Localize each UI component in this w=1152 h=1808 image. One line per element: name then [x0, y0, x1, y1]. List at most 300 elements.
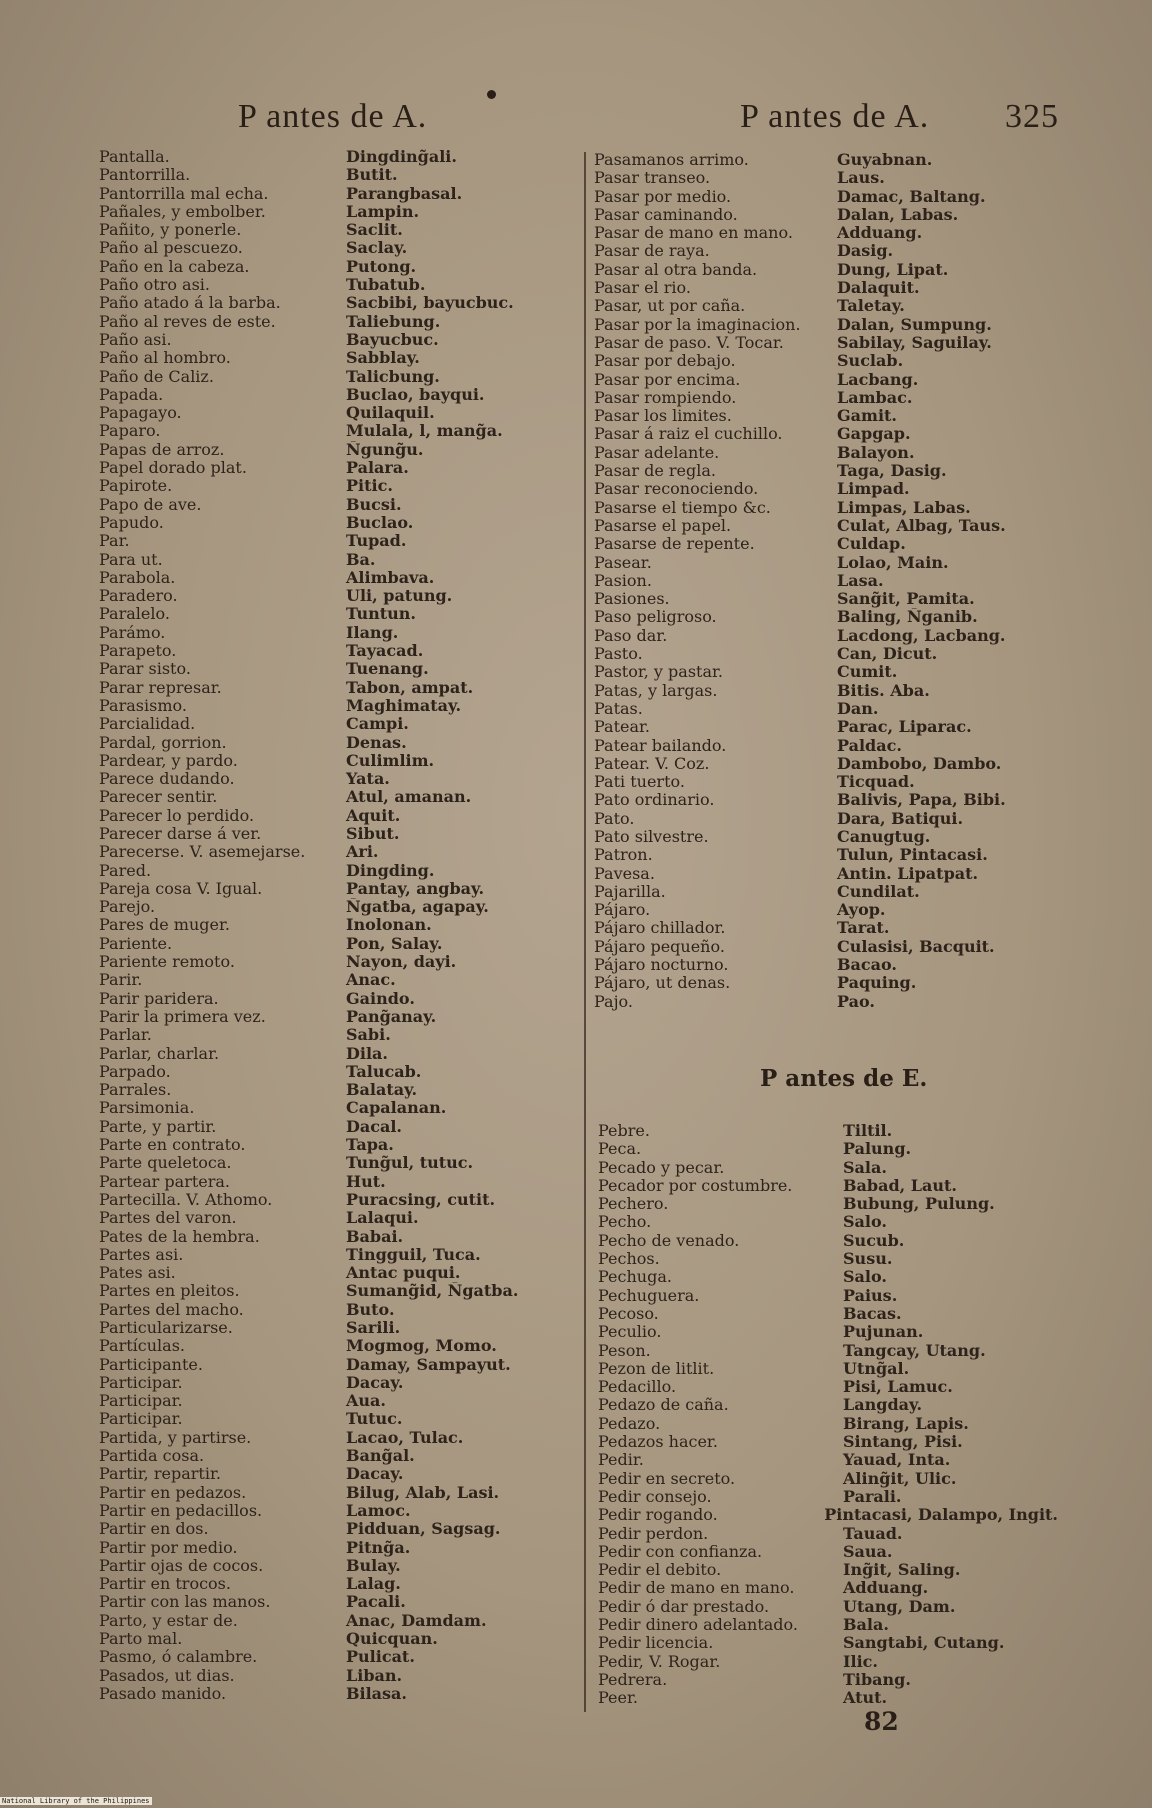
tagalog-translation: Guyabnan.	[837, 151, 933, 169]
spanish-term: Pantalla.	[99, 148, 170, 166]
tagalog-translation: Lalag.	[346, 1575, 401, 1594]
tagalog-translation: Pacali.	[346, 1593, 406, 1612]
tagalog-translation: Sarili.	[346, 1319, 401, 1337]
dictionary-entry	[99, 1575, 539, 1593]
spanish-term: Pebre.	[598, 1122, 650, 1140]
dictionary-entry	[99, 239, 539, 257]
tagalog-translation: Babad, Laut.	[843, 1176, 957, 1195]
tagalog-translation: Paldac.	[837, 736, 902, 755]
spanish-term: Pariente remoto.	[99, 953, 235, 972]
tagalog-translation: Culat, Albag, Taus.	[837, 516, 1006, 535]
spanish-term: Pasar caminando.	[594, 205, 738, 224]
dictionary-entry	[598, 1342, 1058, 1360]
spanish-term: Pájaro pequeño.	[594, 937, 725, 956]
spanish-term: Pechuga.	[598, 1268, 672, 1287]
tagalog-translation: Cumit.	[837, 663, 898, 682]
dictionary-entry	[99, 1209, 539, 1227]
tagalog-translation: Ba.	[346, 550, 376, 569]
tagalog-translation: Lacdong, Lacbang.	[837, 626, 1006, 645]
tagalog-translation: Parac, Liparac.	[837, 718, 972, 737]
dictionary-entry	[594, 755, 1054, 773]
dictionary-entry	[598, 1250, 1058, 1268]
spanish-term: Pasar de mano en mano.	[594, 224, 793, 243]
spanish-term: Partir en trocos.	[99, 1575, 231, 1594]
spanish-term: Pasarse el papel.	[594, 516, 732, 535]
dictionary-entry	[598, 1140, 1058, 1158]
dictionary-entry	[598, 1470, 1058, 1488]
dictionary-entry	[99, 697, 539, 715]
dictionary-entry	[594, 956, 1054, 974]
tagalog-translation: Dung, Lipat.	[837, 260, 949, 279]
dictionary-entry	[99, 1520, 539, 1538]
dictionary-entry	[99, 1392, 539, 1410]
dictionary-entry	[99, 294, 539, 312]
tagalog-translation: Bang̃al.	[346, 1447, 415, 1466]
tagalog-translation: Laus.	[837, 169, 885, 188]
dictionary-entry	[594, 645, 1054, 663]
spanish-term: Partes en pleitos.	[99, 1282, 240, 1301]
spanish-term: Parapeto.	[99, 642, 177, 661]
tagalog-translation: Butit.	[346, 166, 398, 185]
dictionary-entry	[594, 444, 1054, 462]
spanish-term: Paradero.	[99, 587, 178, 606]
spanish-term: Pezon de litlit.	[598, 1359, 715, 1378]
dictionary-entry	[99, 148, 539, 166]
tagalog-translation: Bucsi.	[346, 495, 402, 514]
spanish-term: Pasar de paso. V. Tocar.	[594, 333, 784, 352]
spanish-term: Patear bailando.	[594, 736, 727, 755]
dictionary-entry	[594, 773, 1054, 791]
spanish-term: Partir en dos.	[99, 1520, 209, 1539]
tagalog-translation: Dalaquit.	[837, 279, 920, 298]
dictionary-entry	[99, 1447, 539, 1465]
tagalog-translation: Lasa.	[837, 571, 884, 590]
tagalog-translation: Lamoc.	[346, 1501, 411, 1520]
dictionary-entry	[594, 206, 1054, 224]
tagalog-translation: Buclao, bayqui.	[346, 385, 485, 404]
tagalog-translation: Gapgap.	[837, 425, 911, 444]
spanish-term: Parecer sentir.	[99, 788, 218, 807]
tagalog-translation: Bubung, Pulung.	[843, 1195, 995, 1214]
dictionary-entry	[99, 862, 539, 880]
spanish-term: Pedir perdon.	[598, 1524, 709, 1543]
tagalog-translation: Utng̃al.	[843, 1359, 910, 1378]
spanish-term: Pajarilla.	[594, 882, 666, 901]
spanish-term: Participar.	[99, 1373, 183, 1392]
tagalog-translation: Cundilat.	[837, 882, 920, 901]
spanish-term: Pares de muger.	[99, 916, 230, 935]
dictionary-entry	[99, 1154, 539, 1172]
spanish-term: Parar represar.	[99, 678, 222, 697]
dictionary-entry	[594, 389, 1054, 407]
library-footer: National Library of the Philippines	[2, 1797, 150, 1805]
tagalog-translation: Dalan, Sumpung.	[837, 315, 992, 334]
dictionary-entry	[598, 1653, 1058, 1671]
spanish-term: Pájaro.	[594, 901, 651, 920]
tagalog-translation: Atut.	[843, 1689, 888, 1708]
tagalog-translation: Aua.	[346, 1392, 386, 1411]
dictionary-entry	[594, 865, 1054, 883]
tagalog-translation: Babai.	[346, 1227, 404, 1246]
spanish-term: Pedir con confianza.	[598, 1542, 763, 1561]
dictionary-entry	[99, 349, 539, 367]
tagalog-translation: Baling, N̄ganib.	[837, 608, 978, 627]
tagalog-translation: Lacao, Tulac.	[346, 1428, 464, 1447]
tagalog-translation: Inolonan.	[346, 916, 432, 935]
dictionary-entry	[99, 221, 539, 239]
tagalog-translation: Pao.	[837, 992, 875, 1011]
signature-mark: 82	[864, 1707, 899, 1736]
dictionary-entry	[594, 938, 1054, 956]
dictionary-entry	[594, 828, 1054, 846]
spanish-term: Particularizarse.	[99, 1319, 233, 1337]
spanish-term: Pasmo, ó calambre.	[99, 1648, 258, 1667]
tagalog-translation: Tung̃ul, tutuc.	[346, 1154, 474, 1173]
tagalog-translation: Buto.	[346, 1300, 395, 1319]
dictionary-entry	[99, 1356, 539, 1374]
dictionary-entry	[598, 1213, 1058, 1231]
tagalog-translation: Buclao.	[346, 513, 414, 532]
tagalog-translation: Bala.	[843, 1616, 889, 1635]
dictionary-entry	[594, 425, 1054, 443]
dictionary-entry	[598, 1616, 1058, 1634]
dictionary-entry	[99, 185, 539, 203]
spanish-term: Pechuguera.	[598, 1286, 700, 1305]
tagalog-translation: Uli, patung.	[346, 587, 453, 606]
spanish-term: Parar sisto.	[99, 660, 191, 679]
spanish-term: Pedir dinero adelantado.	[598, 1616, 798, 1635]
dictionary-entry	[99, 203, 539, 221]
dictionary-entry	[99, 1264, 539, 1282]
dictionary-entry	[594, 499, 1054, 517]
tagalog-translation: Birang, Lapis.	[843, 1414, 969, 1433]
tagalog-translation: Ing̃it, Saling.	[843, 1561, 961, 1580]
dictionary-entry	[99, 953, 539, 971]
spanish-term: Patas.	[594, 699, 643, 718]
dictionary-entry	[598, 1525, 1058, 1543]
tagalog-translation: Culdap.	[837, 535, 906, 554]
tagalog-translation: Campi.	[346, 715, 409, 734]
dictionary-entry	[594, 974, 1054, 992]
tagalog-translation: Saua.	[843, 1542, 893, 1561]
tagalog-translation: Palara.	[346, 459, 409, 478]
tagalog-translation: Sintang, Pisi.	[843, 1433, 963, 1452]
dictionary-entry	[99, 1612, 539, 1630]
dictionary-entry	[99, 807, 539, 825]
dictionary-entry	[594, 737, 1054, 755]
dictionary-entry	[99, 642, 539, 660]
dictionary-entry	[598, 1671, 1058, 1689]
tagalog-translation: Bacao.	[837, 956, 897, 975]
tagalog-translation: Tulun, Pintacasi.	[837, 846, 988, 865]
tagalog-translation: Gamit.	[837, 407, 897, 426]
spanish-term: Partecilla. V. Athomo.	[99, 1190, 273, 1209]
dictionary-entry	[99, 1374, 539, 1392]
spanish-term: Pato ordinario.	[594, 791, 715, 810]
spanish-term: Pañales, y embolber.	[99, 202, 266, 221]
spanish-term: Pecado y pecar.	[598, 1158, 725, 1177]
dictionary-entry	[99, 1118, 539, 1136]
spanish-term: Paño atado á la barba.	[99, 294, 281, 313]
tagalog-translation: Tutuc.	[346, 1410, 403, 1429]
tagalog-translation: Lolao, Main.	[837, 553, 949, 572]
spanish-term: Partir, repartir.	[99, 1465, 221, 1484]
tagalog-translation: Taletay.	[837, 297, 905, 316]
dictionary-entry	[99, 386, 539, 404]
tagalog-translation: Dila.	[346, 1044, 388, 1063]
tagalog-translation: Bacas.	[843, 1304, 902, 1323]
tagalog-translation: Antac puqui.	[346, 1264, 461, 1283]
spanish-term: Pasar por debajo.	[594, 352, 736, 371]
tagalog-translation: Putong.	[346, 257, 417, 276]
dictionary-entry	[99, 898, 539, 916]
spanish-term: Papagayo.	[99, 404, 182, 423]
dictionary-entry	[99, 1630, 539, 1648]
tagalog-translation: Pon, Salay.	[346, 934, 443, 953]
dictionary-entry	[594, 608, 1054, 626]
spanish-term: Parpado.	[99, 1062, 171, 1081]
dictionary-entry	[598, 1598, 1058, 1616]
tagalog-translation: Pintacasi, Dalampo, Ingit.	[824, 1506, 1058, 1525]
spanish-term: Pasar por encima.	[594, 370, 741, 389]
tagalog-translation: Salo.	[843, 1213, 887, 1232]
spanish-term: Pasar al otra banda.	[594, 260, 758, 279]
tagalog-translation: Pantay, angbay.	[346, 879, 485, 898]
spanish-term: Parto, y estar de.	[99, 1611, 238, 1630]
dictionary-entry	[594, 151, 1054, 169]
dictionary-entry	[99, 825, 539, 843]
tagalog-translation: Utang, Dam.	[843, 1597, 956, 1616]
dictionary-entry	[99, 496, 539, 514]
dictionary-entry	[99, 1465, 539, 1483]
spanish-term: Pasiones.	[594, 590, 670, 609]
tagalog-translation: Dara, Batiqui.	[837, 809, 964, 828]
dictionary-entry	[99, 1246, 539, 1264]
tagalog-translation: Tayacad.	[346, 642, 424, 661]
spanish-term: Parecerse. V. asemejarse.	[99, 843, 306, 862]
spanish-term: Pasarse el tiempo &c.	[594, 498, 771, 517]
dictionary-entry	[99, 1228, 539, 1246]
spanish-term: Pecador por costumbre.	[598, 1176, 793, 1195]
tagalog-translation: Balatay.	[346, 1081, 418, 1100]
tagalog-translation: Hut.	[346, 1172, 386, 1191]
spanish-term: Paso dar.	[594, 626, 668, 645]
spanish-term: Pates de la hembra.	[99, 1227, 260, 1246]
tagalog-translation: Tangcay, Utang.	[843, 1341, 986, 1360]
spanish-term: Parlar, charlar.	[99, 1044, 220, 1063]
dictionary-entry	[594, 883, 1054, 901]
dictionary-entry	[594, 352, 1054, 370]
spanish-term: Partes del macho.	[99, 1300, 244, 1319]
spanish-term: Pedazo de caña.	[598, 1396, 729, 1415]
tagalog-translation: Bayucbuc.	[346, 330, 439, 349]
tagalog-translation: Tingguil, Tuca.	[346, 1245, 481, 1264]
spanish-term: Partir en pedazos.	[99, 1483, 247, 1502]
tagalog-translation: Atul, amanan.	[346, 788, 472, 807]
spanish-term: Pastor, y pastar.	[594, 663, 723, 682]
tagalog-translation: Aling̃it, Ulic.	[843, 1469, 957, 1488]
tagalog-translation: Sucub.	[843, 1231, 905, 1250]
tagalog-translation: Palung.	[843, 1140, 912, 1159]
dictionary-entry	[99, 477, 539, 495]
spanish-term: Pasarse de repente.	[594, 535, 755, 554]
spanish-term: Paralelo.	[99, 605, 170, 624]
spanish-term: Pasar adelante.	[594, 443, 720, 462]
tagalog-translation: Tapa.	[346, 1136, 394, 1155]
dictionary-entry	[594, 517, 1054, 535]
tagalog-translation: Anac, Damdam.	[346, 1611, 487, 1630]
spanish-term: Paño otro asi.	[99, 276, 210, 295]
tagalog-translation: Nayon, dayi.	[346, 953, 457, 972]
tagalog-translation: Paius.	[843, 1286, 898, 1305]
dictionary-entry	[594, 682, 1054, 700]
right-column-entries-a	[594, 151, 1054, 1011]
spanish-term: Participar.	[99, 1410, 183, 1429]
spanish-term: Pedir ó dar prestado.	[598, 1597, 770, 1616]
spanish-term: Para ut.	[99, 550, 163, 569]
dictionary-entry	[99, 1301, 539, 1319]
spanish-term: Pecoso.	[598, 1304, 659, 1323]
tagalog-translation: Pulicat.	[346, 1648, 415, 1667]
dictionary-entry	[99, 1099, 539, 1117]
dictionary-entry	[594, 297, 1054, 315]
dictionary-entry	[598, 1177, 1058, 1195]
spanish-term: Pasar el rio.	[594, 279, 691, 298]
spanish-term: Peer.	[598, 1689, 638, 1708]
spanish-term: Pardear, y pardo.	[99, 751, 238, 770]
dictionary-entry	[99, 624, 539, 642]
tagalog-translation: Sumang̃id, N̄gatba.	[346, 1282, 519, 1301]
left-column-entries	[99, 148, 539, 1703]
tagalog-translation: Yauad, Inta.	[843, 1451, 951, 1470]
tagalog-translation: Bilasa.	[346, 1684, 407, 1703]
tagalog-translation: Tuenang.	[346, 660, 429, 679]
spanish-term: Pasado manido.	[99, 1684, 227, 1703]
spanish-term: Patron.	[594, 846, 653, 865]
dictionary-entry	[99, 935, 539, 953]
tagalog-translation: Parali.	[843, 1487, 902, 1506]
spanish-term: Papas de arroz.	[99, 440, 225, 459]
spanish-term: Pasto.	[594, 645, 643, 664]
spanish-term: Pedazo.	[598, 1414, 661, 1433]
tagalog-translation: Damay, Sampayut.	[346, 1355, 511, 1374]
spanish-term: Partículas.	[99, 1337, 185, 1356]
dictionary-entry	[598, 1287, 1058, 1305]
dictionary-entry	[594, 590, 1054, 608]
tagalog-translation: Taliebung.	[346, 312, 441, 331]
spanish-term: Paño al reves de este.	[99, 312, 276, 331]
dictionary-entry	[99, 587, 539, 605]
spanish-term: Pasar de regla.	[594, 462, 716, 481]
tagalog-translation: Lalaqui.	[346, 1209, 419, 1228]
tagalog-translation: Mulala, l, mang̃a.	[346, 422, 503, 441]
right-running-header: P antes de A.	[740, 98, 930, 135]
tagalog-translation: Culimlim.	[346, 751, 435, 770]
tagalog-translation: Quicquan.	[346, 1630, 438, 1649]
tagalog-translation: Quilaquil.	[346, 404, 435, 423]
dictionary-entry	[594, 627, 1054, 645]
tagalog-translation: Pidduan, Sagsag.	[346, 1520, 501, 1539]
dictionary-entry	[99, 532, 539, 550]
dictionary-entry	[99, 1410, 539, 1428]
spanish-term: Patear.	[594, 718, 650, 737]
spanish-term: Parrales.	[99, 1081, 172, 1100]
spanish-term: Pardal, gorrion.	[99, 733, 227, 752]
tagalog-translation: Culasisi, Bacquit.	[837, 937, 995, 956]
dictionary-entry	[99, 660, 539, 678]
spanish-term: Pasar transeo.	[594, 169, 711, 188]
tagalog-translation: Sacbibi, bayucbuc.	[346, 294, 514, 313]
tagalog-translation: Talucab.	[346, 1062, 422, 1081]
tagalog-translation: Dan.	[837, 699, 879, 718]
tagalog-translation: Pitic.	[346, 477, 393, 496]
spanish-term: Pasar los limites.	[594, 407, 732, 426]
spanish-term: Pedir licencia.	[598, 1634, 714, 1653]
tagalog-translation: Lampin.	[346, 202, 420, 221]
dictionary-entry	[99, 551, 539, 569]
tagalog-translation: Dingding̃ali.	[346, 148, 457, 166]
spanish-term: Peson.	[598, 1341, 651, 1360]
tagalog-translation: Ilang.	[346, 623, 399, 642]
tagalog-translation: Sang̃it, Pamita.	[837, 590, 975, 609]
spanish-term: Pasamanos arrimo.	[594, 151, 749, 169]
tagalog-translation: Lambac.	[837, 388, 913, 407]
spanish-term: Paso peligroso.	[594, 608, 717, 627]
spanish-term: Parir.	[99, 971, 143, 990]
dictionary-entry	[598, 1689, 1058, 1707]
tagalog-translation: Tupad.	[346, 532, 407, 551]
dictionary-entry	[99, 276, 539, 294]
spanish-term: Partir por medio.	[99, 1538, 238, 1557]
spanish-term: Parece dudando.	[99, 770, 235, 789]
spanish-term: Pati tuerto.	[594, 773, 685, 792]
page-number: 325	[1005, 98, 1059, 135]
left-running-header: P antes de A.	[238, 98, 428, 135]
dictionary-entry	[99, 459, 539, 477]
spanish-term: Pasion.	[594, 571, 652, 590]
spanish-term: Partes asi.	[99, 1245, 184, 1264]
tagalog-translation: Gaindo.	[346, 989, 415, 1008]
tagalog-translation: Pitng̃a.	[346, 1538, 411, 1557]
spanish-term: Pájaro nocturno.	[594, 956, 729, 975]
spanish-term: Pecho.	[598, 1213, 652, 1232]
dictionary-entry	[598, 1232, 1058, 1250]
dictionary-entry	[598, 1451, 1058, 1469]
dictionary-entry	[598, 1323, 1058, 1341]
dictionary-entry	[99, 752, 539, 770]
tagalog-translation: Ticquad.	[837, 773, 915, 792]
tagalog-translation: Alimbava.	[346, 568, 435, 587]
dictionary-entry	[99, 258, 539, 276]
dictionary-entry	[594, 718, 1054, 736]
tagalog-translation: N̄gatba, agapay.	[346, 898, 489, 917]
spanish-term: Partes del varon.	[99, 1209, 237, 1228]
dictionary-entry	[598, 1415, 1058, 1433]
spanish-term: Patas, y largas.	[594, 681, 718, 700]
tagalog-translation: Dacay.	[346, 1373, 404, 1392]
tagalog-translation: Bulay.	[346, 1556, 401, 1575]
spanish-term: Patear. V. Coz.	[594, 754, 710, 773]
spanish-term: Paparo.	[99, 422, 161, 441]
spanish-term: Peculio.	[598, 1323, 662, 1342]
spanish-term: Participante.	[99, 1355, 203, 1374]
dictionary-entry	[598, 1561, 1058, 1579]
tagalog-translation: Dacal.	[346, 1117, 402, 1136]
tagalog-translation: Anac.	[346, 971, 396, 990]
dictionary-entry	[99, 1081, 539, 1099]
spanish-term: Parámo.	[99, 623, 166, 642]
spanish-term: Parto mal.	[99, 1630, 183, 1649]
